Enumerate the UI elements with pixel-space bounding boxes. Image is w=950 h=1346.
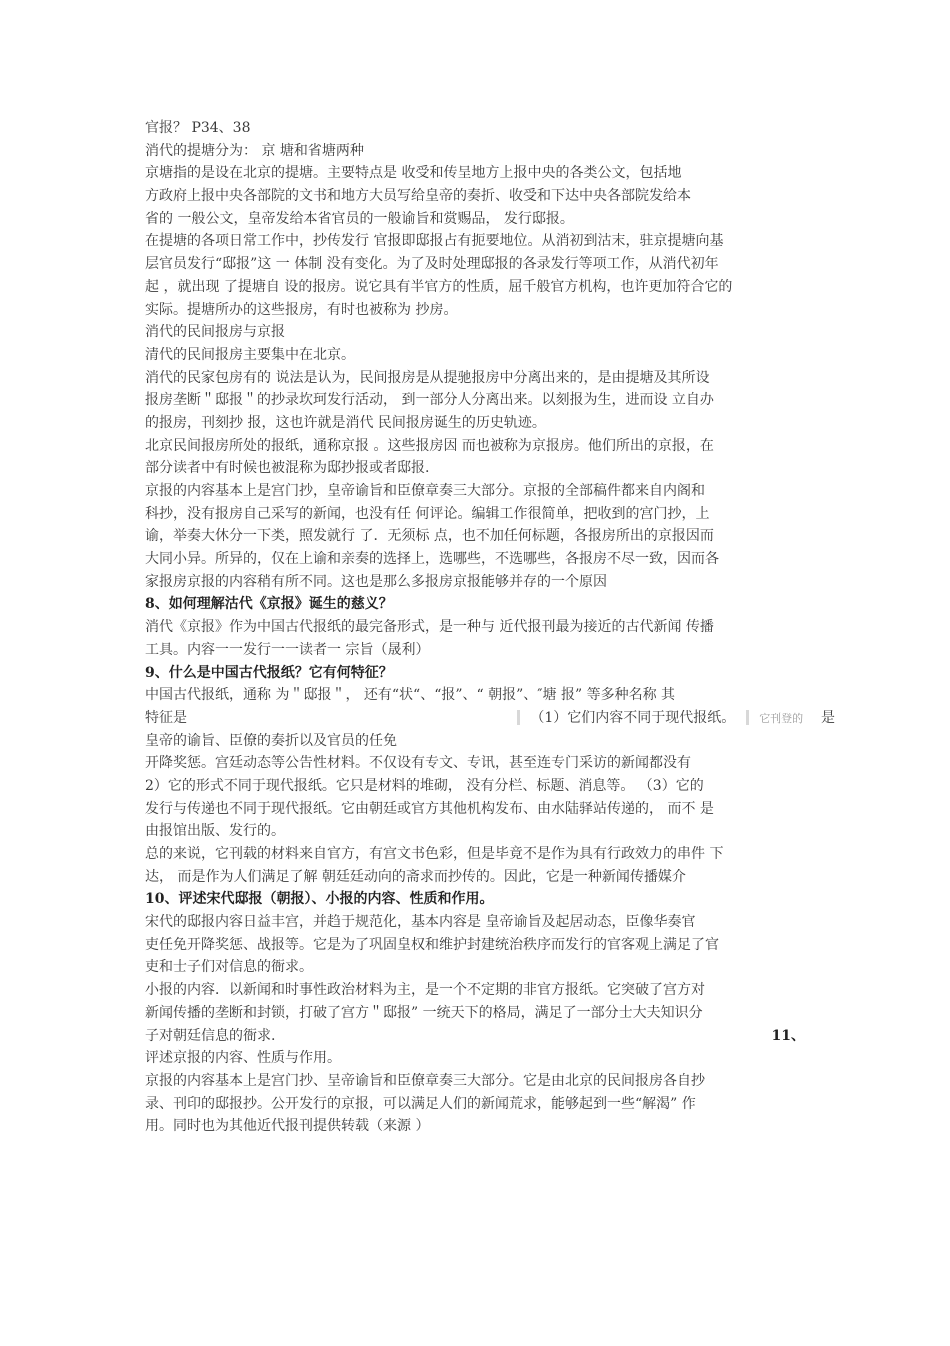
- text-line: 录、刊印的邸报抄。公开发行的京报，可以满足人们的新闻荒求，能够起到一些“解渴” 作: [145, 1095, 696, 1112]
- text-line: 消代的提塘分为： 京 塘和省塘两种: [145, 142, 364, 159]
- text-line: 达， 而是作为人们满足了解 朝廷廷动向的斋求而抄传的。因此，它是一种新闻传播媒介: [145, 868, 686, 885]
- text-line: 起 ，就出现 了提塘自 设的报房。说它具有半官方的性质，屈千般官方机构，也许更加符合它的: [145, 278, 733, 295]
- text-line: 消代《京报》作为中国古代报纸的最完备形式，是一种与 近代报刊最为接近的古代新闻 传播: [145, 619, 714, 636]
- text-line: 中国古代报纸，通称 为＂邸报＂， 还有“状“、“报”、“ 朝报”、″塘 报” 等多种名称 其: [145, 687, 676, 704]
- text-line-split: [145, 1025, 835, 1048]
- question-11-heading: 评述京报的内容、性质与作用。: [145, 1050, 341, 1067]
- text-line: 京报的内容基本上是宫门抄、呈帝谕旨和臣僚章奏三大部分。它是由北京的民间报房各自抄: [145, 1072, 705, 1089]
- feature-point-1: （1）它们内容不同于现代报纸。 它刊登的 是: [511, 707, 835, 730]
- scan-mark: [746, 710, 749, 725]
- faint-text: 它刊登的: [759, 711, 804, 725]
- text-line: 宋代的邸报内容日益丰宫，并趋于规范化，基本内容是 皇帝谕旨及起居动态，臣像华奏官: [145, 914, 696, 931]
- text-line: 用。同时也为其他近代报刊提供转载（来源 ）: [145, 1118, 430, 1135]
- text-line: 吏和士子们对信息的衙求。: [145, 959, 313, 976]
- text-line: 谕，举奏大休分一下类，照发就行 了．无须标 点，也不加任何标题，各报房所出的京报因而: [145, 528, 714, 545]
- text-line: 小报的内容．以新闻和时事性政治材料为主，是一个不定期的非官方报纸。它突破了宫方对: [145, 982, 705, 999]
- text-line: 实际。提塘所办的这些报房，有时也被称为 抄房。: [145, 301, 458, 318]
- text-line: 大同小异。所异的，仅在上谕和亲奏的选择上，选哪些，不选哪些，各报房不尽一致，因而各: [145, 551, 719, 568]
- text-line: 报房垄断＂邸报＂的抄录坎珂发行活动， 到一部分人分离出来。以刻报为生，进而设 立自办: [145, 392, 714, 409]
- text-line: 皇帝的谕旨、臣僚的奏折以及官员的任免: [145, 732, 397, 749]
- text-line-split: [145, 707, 835, 730]
- text-line: 官报？ P34、38: [145, 120, 251, 136]
- scan-mark: [517, 710, 520, 725]
- text-line: 新闻传播的垄断和封锁，打破了宫方＂邸报” 一统天下的格局，满足了一部分士大夫知识分: [145, 1004, 703, 1021]
- text-line: 发行与传递也不同于现代报纸。它由朝廷或官方其他机构发布、由水陆驿站传递的， 而不 是: [145, 800, 714, 817]
- section-heading: 消代的民间报房与京报: [145, 324, 285, 341]
- text-line: 科抄，没有报房自己采写的新闻，也没有任 何评论。编辑工作很简单，把收到的宫门抄，上: [145, 505, 710, 522]
- text-line: 北京民间报房所处的报纸，通称京报 。这些报房因 而也被称为京报房。他们所出的京报，在: [145, 437, 714, 454]
- text-line: 的报房，刊刻抄 报，这也许就是消代 民间报房诞生的历史轨迹。: [145, 414, 546, 431]
- question-8-heading: 8、如何理解沽代《京报》诞生的慈义？: [145, 596, 393, 613]
- text-line: 层官员发行“邸报”这 一 体制 没有变化。为了及时处理邸报的各录发行等项工作，从消代初年: [145, 256, 719, 273]
- feature-label: 特征是: [145, 709, 187, 726]
- text-line: 消代的民家包房有的 说法是认为，民间报房是从提驰报房中分离出来的，是由提塘及其所设: [145, 369, 710, 386]
- text-fragment: 子对朝廷信息的衙求.: [145, 1027, 276, 1044]
- text-line: 吏任免开降奖惩、战报等。它是为了巩固皇权和维护封建统治秩序而发行的官客观上满足了官: [145, 936, 719, 953]
- text-line: 2）它的形式不同于现代报纸。它只是材料的堆砌， 没有分栏、标题、消息等。 （3）它的: [145, 777, 704, 794]
- text-line: 京报的内容基本上是宫门抄，皇帝谕旨和臣僚章奏三大部分。京报的全部稿件都来自内阁和: [145, 483, 705, 499]
- text-line: 部分读者中有时候也被混称为邸抄报或者邸报.: [145, 460, 430, 477]
- text-line: 开降奖惩。宫廷动态等公告性材料。不仅设有专文、专讯，甚至连专门采访的新闻都没有: [145, 755, 691, 772]
- text-line: 由报馆出版、发行的。: [145, 823, 285, 840]
- document-body: [145, 117, 835, 1138]
- text-line: 总的来说，它刊载的材料来自官方，有宫文书色彩，但是毕竟不是作为具有行政效力的串件 下: [145, 846, 724, 862]
- text-line: 方政府上报中央各部院的文书和地方大员写给皇帝的奏折、收受和下达中央各部院发给本: [145, 188, 691, 205]
- text-line: 家报房京报的内容稍有所不同。这也是那么多报房京报能够并存的一个原因: [145, 573, 607, 590]
- text-line: 在提塘的各项日常工作中，抄传发行 官报即邸报占有扼要地位。从消初到沽末，驻京提塘向基: [145, 233, 724, 250]
- question-10-heading: 10、评述宋代邸报（朝报）、小报的内容、性质和作用。: [145, 891, 494, 908]
- text-line: 省的 一般公文，皇帝发给本省官员的一般谕旨和赏赐品， 发行邸报。: [145, 210, 574, 227]
- question-9-heading: 9、什么是中国古代报纸？它有何特征？: [145, 664, 393, 681]
- text-line: 工具。内容一一发行一一读者一 宗旨（晟利）: [145, 641, 430, 658]
- text-line: 清代的民间报房主要集中在北京。: [145, 346, 355, 363]
- text-line: 京塘指的是设在北京的提塘。主要特点是 收受和传呈地方上报中央的各类公文，包括地: [145, 165, 682, 182]
- question-11-number: 11、: [771, 1027, 805, 1044]
